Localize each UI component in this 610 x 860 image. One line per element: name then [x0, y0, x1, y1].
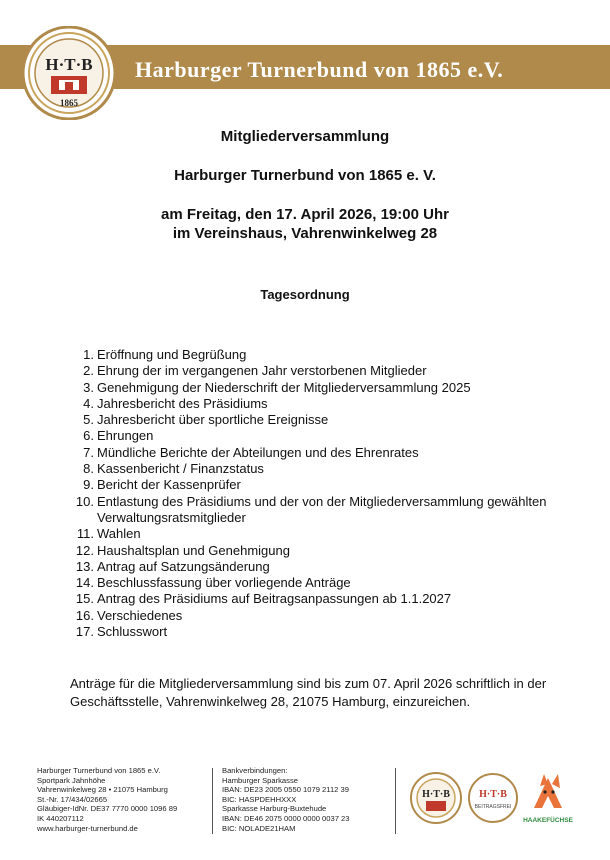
agenda-item: 4. Jahresbericht des Präsidiums	[83, 395, 268, 411]
agenda-item: 9. Bericht der Kassenprüfer	[83, 477, 241, 493]
footer-divider	[395, 768, 396, 834]
submission-note: Anträge für die Mitgliederversammlung sind bis zum 07. April 2026 schriftlich in der Geschäftsstelle, Vahrenwinkelweg 28, 21075 Hamburg, einzureichen.	[70, 676, 547, 709]
agenda-item: 2. Ehrung der im vergangenen Jahr verstorbenen Mitglieder	[83, 363, 427, 379]
beitragsfrei-logo	[468, 772, 518, 824]
agenda-item: 13. Antrag auf Satzungsänderung	[75, 558, 270, 574]
agenda-item: 17. Schlusswort	[75, 624, 168, 640]
fox-logo	[522, 768, 574, 830]
meeting-datetime	[0, 205, 610, 243]
agenda-item: 6. Ehrungen	[83, 428, 154, 444]
agenda-item: 5. Jahresbericht über sportliche Ereignisse	[83, 412, 329, 428]
footer-address: Harburger Turnerbund von 1865 e.V. Sportpark Jahnhöhe Vahrenwinkelweg 28 • 21075 Hamburg St.-Nr. 17/434/02665 Gläubiger-IdNr. DE37 7770 0000 1096 89 IK 440207112 www.harburger-turnerbund.de	[37, 766, 207, 833]
club-logo-small	[410, 772, 462, 824]
agenda-item: 12. Haushaltsplan und Genehmigung	[75, 542, 290, 558]
footer-divider	[212, 768, 213, 834]
logo-year: 1865	[60, 98, 78, 108]
website-link[interactable]: www.harburger-turnerbund.de	[37, 823, 138, 833]
date-line: am Freitag, den 17. April 2026, 19:00 Uhr	[161, 206, 449, 223]
agenda-item: 7. Mündliche Berichte der Abteilungen und des Ehrenrates	[83, 444, 419, 460]
logo-letters: H·T·B	[45, 55, 93, 74]
svg-text:HAAKEFÜCHSE: HAAKEFÜCHSE	[523, 817, 573, 824]
footer-bank: Bankverbindungen: Hamburger Sparkasse IBAN: DE23 2005 0550 1079 2112 39 BIC: HASPDEHHXXX Sparkasse Harburg-Buxtehude IBAN: DE46 2075 0000 0000 0037 23 BIC: NOLADE21HAM	[222, 766, 350, 833]
agenda-item: 15. Antrag des Präsidiums auf Beitragsanpassungen ab 1.1.2027	[75, 591, 452, 607]
agenda-item: 1. Eröffnung und Begrüßung	[83, 347, 247, 362]
svg-text:H·T·B: H·T·B	[479, 789, 507, 800]
meeting-title: Mitgliederversammlung	[220, 128, 390, 145]
svg-text:BEITRAGSFREI: BEITRAGSFREI	[474, 804, 512, 810]
agenda-item: 3. Genehmigung der Niederschrift der Mitgliederversammlung 2025	[83, 379, 471, 395]
agenda-title: Tagesordnung	[260, 287, 350, 302]
agenda-list	[70, 347, 550, 640]
svg-text:H·T·B: H·T·B	[422, 789, 450, 800]
club-name: Harburger Turnerbund von 1865 e. V.	[174, 167, 436, 184]
agenda-item: 10. Entlastung des Präsidiums und der von der Mitgliederversammlung gewählten Verwaltungsratsmitglieder	[75, 493, 547, 525]
header-title: Harburger Turnerbund von 1865 e.V.	[135, 57, 504, 82]
place-line: im Vereinshaus, Vahrenwinkelweg 28	[172, 225, 438, 242]
club-logo	[22, 26, 116, 120]
agenda-item: 8. Kassenbericht / Finanzstatus	[83, 461, 264, 477]
agenda-item: 14. Beschlussfassung über vorliegende Anträge	[75, 575, 351, 591]
agenda-item: 16. Verschiedenes	[75, 607, 183, 623]
agenda-item: 11. Wahlen	[76, 526, 141, 542]
